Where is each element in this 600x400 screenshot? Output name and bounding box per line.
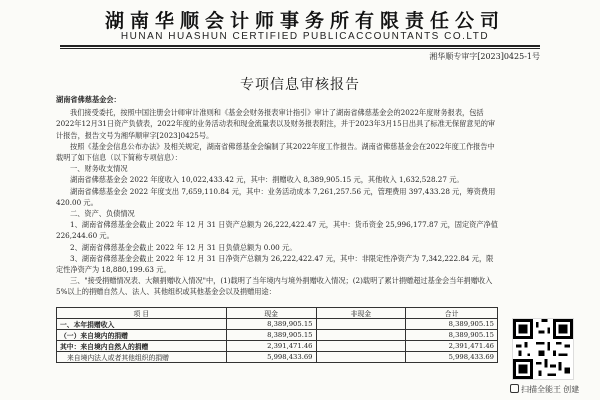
addressee: 湖南省佛慈基金会：: [56, 95, 121, 104]
qr-code: [512, 318, 574, 380]
header-rule-thin: [60, 48, 540, 49]
table-row: [57, 330, 498, 341]
table-header: 现金: [226, 308, 316, 319]
table-cell: 8,389,905.15: [406, 319, 498, 330]
donation-table: [56, 307, 498, 363]
firm-name-cn: 湖南华顺会计师事务所有限责任公司: [104, 10, 505, 32]
firm-name-en: HUNAN HUASHUN CERTIFIED PUBLICACCOUNTANTS CO.LTD: [120, 31, 490, 42]
table-cell: 其中：来自境内自然人的捐赠: [57, 341, 227, 352]
paragraph: 湖南省佛慈基金会 2022 年度收入 10,022,433.42 元，其中：捐赠收入 8,389,905.15 元，其他收入 1,632,528.27 元。: [70, 175, 464, 185]
paragraph: 三、"接受捐赠情况表、大额捐赠收入情况"中，(1)载明了当年境内与境外捐赠收入情况；(2)载明了累计捐赠超过基金会当年捐赠收入 5%以上的捐赠自然人、法人、其他组织或其他基金会以及捐赠用途：: [56, 276, 493, 297]
paragraph: 按照《基金会信息公布办法》及相关规定，湖南省佛慈基金会编制了其2022年度工作报告。湖南省佛慈基金会在2022年度工作报告中载明了如下信息（以下简称专项信息）：: [56, 141, 495, 163]
table-cell: 5,998,433.69: [226, 352, 316, 363]
table-cell: 8,389,905.15: [406, 330, 498, 341]
table-row: [57, 341, 498, 352]
table-cell: 2,391,471.46: [406, 341, 498, 352]
scanner-watermark: [510, 384, 600, 395]
scanner-app-icon: [510, 384, 519, 393]
section-heading: 一、财务收支情况: [70, 164, 128, 174]
table-header: 非现金: [316, 308, 406, 319]
header-rule-thick: [60, 45, 540, 47]
paragraph: 1、湖南省佛慈基金会截止 2022 年 12 月 31 日资产总额为 26,222,422.47 元，其中：货币资金 25,996,177.87 元，固定资产净值 226,244.60 元。: [56, 220, 498, 241]
paragraph: 3、湖南省佛慈基金会截止 2022 年 12 月 31 日净资产总额为 26,222,422.47 元，其中：非限定性净资产为 7,342,222.84 元，限定性净资产为 18,880,199.63 元。: [56, 253, 494, 275]
table-header-row: [57, 308, 498, 319]
paragraph: 湖南省佛慈基金会 2022 年度支出 7,659,110.84 元，其中：业务活动成本 7,261,257.56 元，管理费用 397,433.28 元，筹资费用 420.00 元。: [56, 186, 496, 207]
report-title: 专项信息审核报告: [240, 77, 360, 93]
table-cell: 8,389,905.15: [226, 319, 316, 330]
table-cell: [316, 352, 406, 363]
scanner-watermark-text: 扫描全能王 创建: [521, 385, 580, 394]
table-cell: 8,389,905.15: [226, 330, 316, 341]
table-cell: [316, 330, 406, 341]
table-cell: 一、本年捐赠收入: [57, 319, 227, 330]
table-row: [57, 319, 498, 330]
table-cell: 2,391,471.46: [226, 341, 316, 352]
table-cell: [316, 319, 406, 330]
table-cell: 5,998,433.69: [406, 352, 498, 363]
table-row: [57, 352, 498, 363]
document-number: 湘华顺专审字[2023]0425-1号: [429, 52, 540, 61]
paragraph: 我们接受委托，按照中国注册会计师审计准则和《基金会财务报表审计指引》审计了湖南省佛慈基金会的2022年度财务报表，包括2022年12月31日资产负债表，2022年度的业务活动表和现金流量表以及财务报表附注，并于2023年3月15日出具了标准无保留意见的审计报告，报告文号为湘华顺审字[2023]0425号。: [56, 108, 496, 140]
paragraph: 2、湖南省佛慈基金会截止 2022 年 12 月 31 日负债总额为 0.00 元。: [70, 242, 297, 252]
table-cell: 来自境内法人或者其他组织的捐赠: [57, 352, 227, 363]
section-heading: 二、资产、负债情况: [70, 209, 135, 219]
table-cell: （一）来自境内的捐赠: [57, 330, 227, 341]
report-body: [56, 94, 500, 298]
table-cell: [316, 341, 406, 352]
table-header: 项 目: [57, 308, 227, 319]
table-header: 合计: [406, 308, 498, 319]
